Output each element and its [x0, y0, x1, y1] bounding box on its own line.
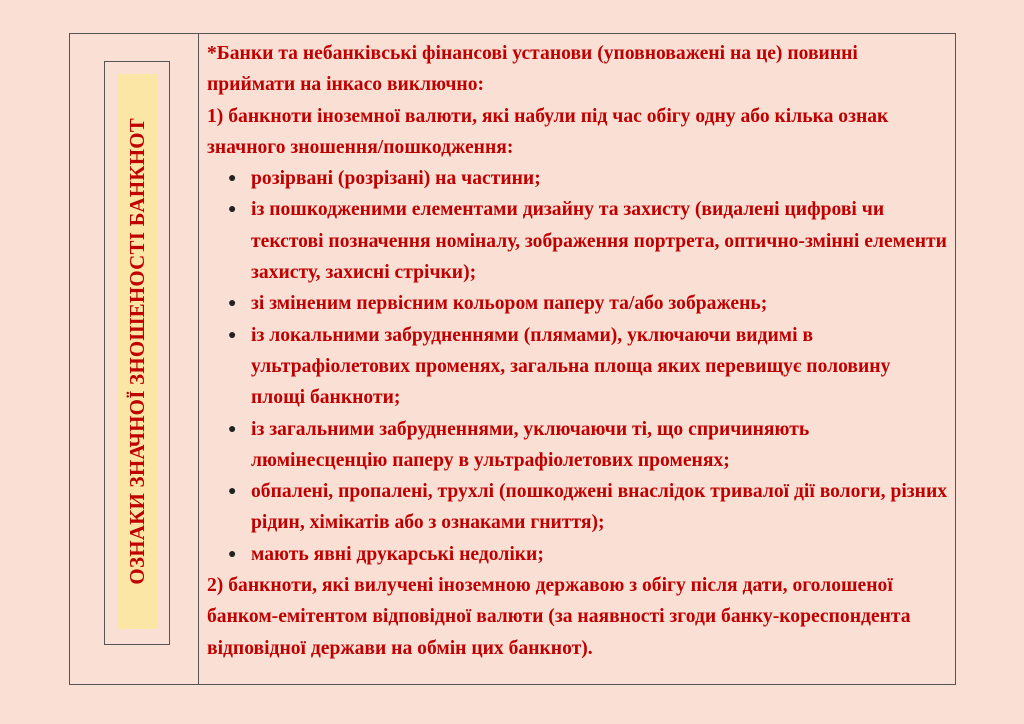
- list-item: [207, 194, 949, 288]
- bullet-icon: ●: [228, 421, 237, 437]
- intro-paragraph: *Банки та небанківські фінансові установи (уповноважені на це) повинні приймати на інкасо виключно:: [207, 43, 858, 96]
- list-item-text: зі зміненим первісним кольором паперу та/або зображень;: [251, 293, 768, 315]
- list-item: [207, 539, 949, 570]
- table-frame: [69, 33, 956, 685]
- bullet-icon: ●: [228, 484, 237, 500]
- column-divider: [198, 34, 199, 684]
- side-label-box: [104, 61, 170, 645]
- bullet-icon: ●: [228, 202, 237, 218]
- item-2-paragraph: 2) банкноти, які вилучені іноземною державою з обігу після дати, оголошеної банком-емітентом відповідної валюти (за наявності згоди банку-кореспондента відповідної держави на обмін цих банкнот).: [207, 575, 911, 659]
- vertical-title: ОЗНАКИ ЗНАЧНОЇ ЗНОШЕНОСТІ БАНКНОТ: [125, 118, 149, 585]
- bullet-icon: ●: [228, 296, 237, 312]
- list-item: [207, 163, 949, 194]
- list-item-text: розірвані (розрізані) на частини;: [251, 168, 541, 190]
- list-item: [207, 476, 949, 539]
- list-item: [207, 320, 949, 414]
- list-item: [207, 288, 949, 319]
- bullet-icon: ●: [228, 546, 237, 562]
- list-item-text: обпалені, пропалені, трухлі (пошкоджені внаслідок тривалої дії вологи, різних рідин, хімікатів або з ознаками гниття);: [251, 481, 948, 534]
- list-item-text: із загальними забрудненнями, уключаючи ті, що спричиняють люмінесценцію паперу в ультрафіолетових променях;: [251, 418, 810, 471]
- list-item-text: із пошкодженими елементами дизайну та захисту (видалені цифрові чи текстові позначення номіналу, зображення портрета, оптично-змінні елементи захисту, захисні стрічки);: [251, 199, 947, 284]
- list-item: [207, 414, 949, 477]
- side-label-fill: [117, 74, 158, 629]
- bullet-icon: ●: [228, 171, 237, 187]
- item-1-paragraph: 1) банкноти іноземної валюти, які набули під час обігу одну або кілька ознак значного зношення/пошкодження:: [207, 105, 889, 158]
- list-item-text: мають явні друкарські недоліки;: [251, 543, 544, 565]
- bullet-icon: ●: [228, 327, 237, 343]
- content-cell: [207, 38, 949, 664]
- bullet-list: [207, 163, 949, 570]
- list-item-text: із локальними забрудненнями (плямами), уключаючи видимі в ультрафіолетових променях, загальна площа яких перевищує половину площі банкноти;: [251, 324, 891, 409]
